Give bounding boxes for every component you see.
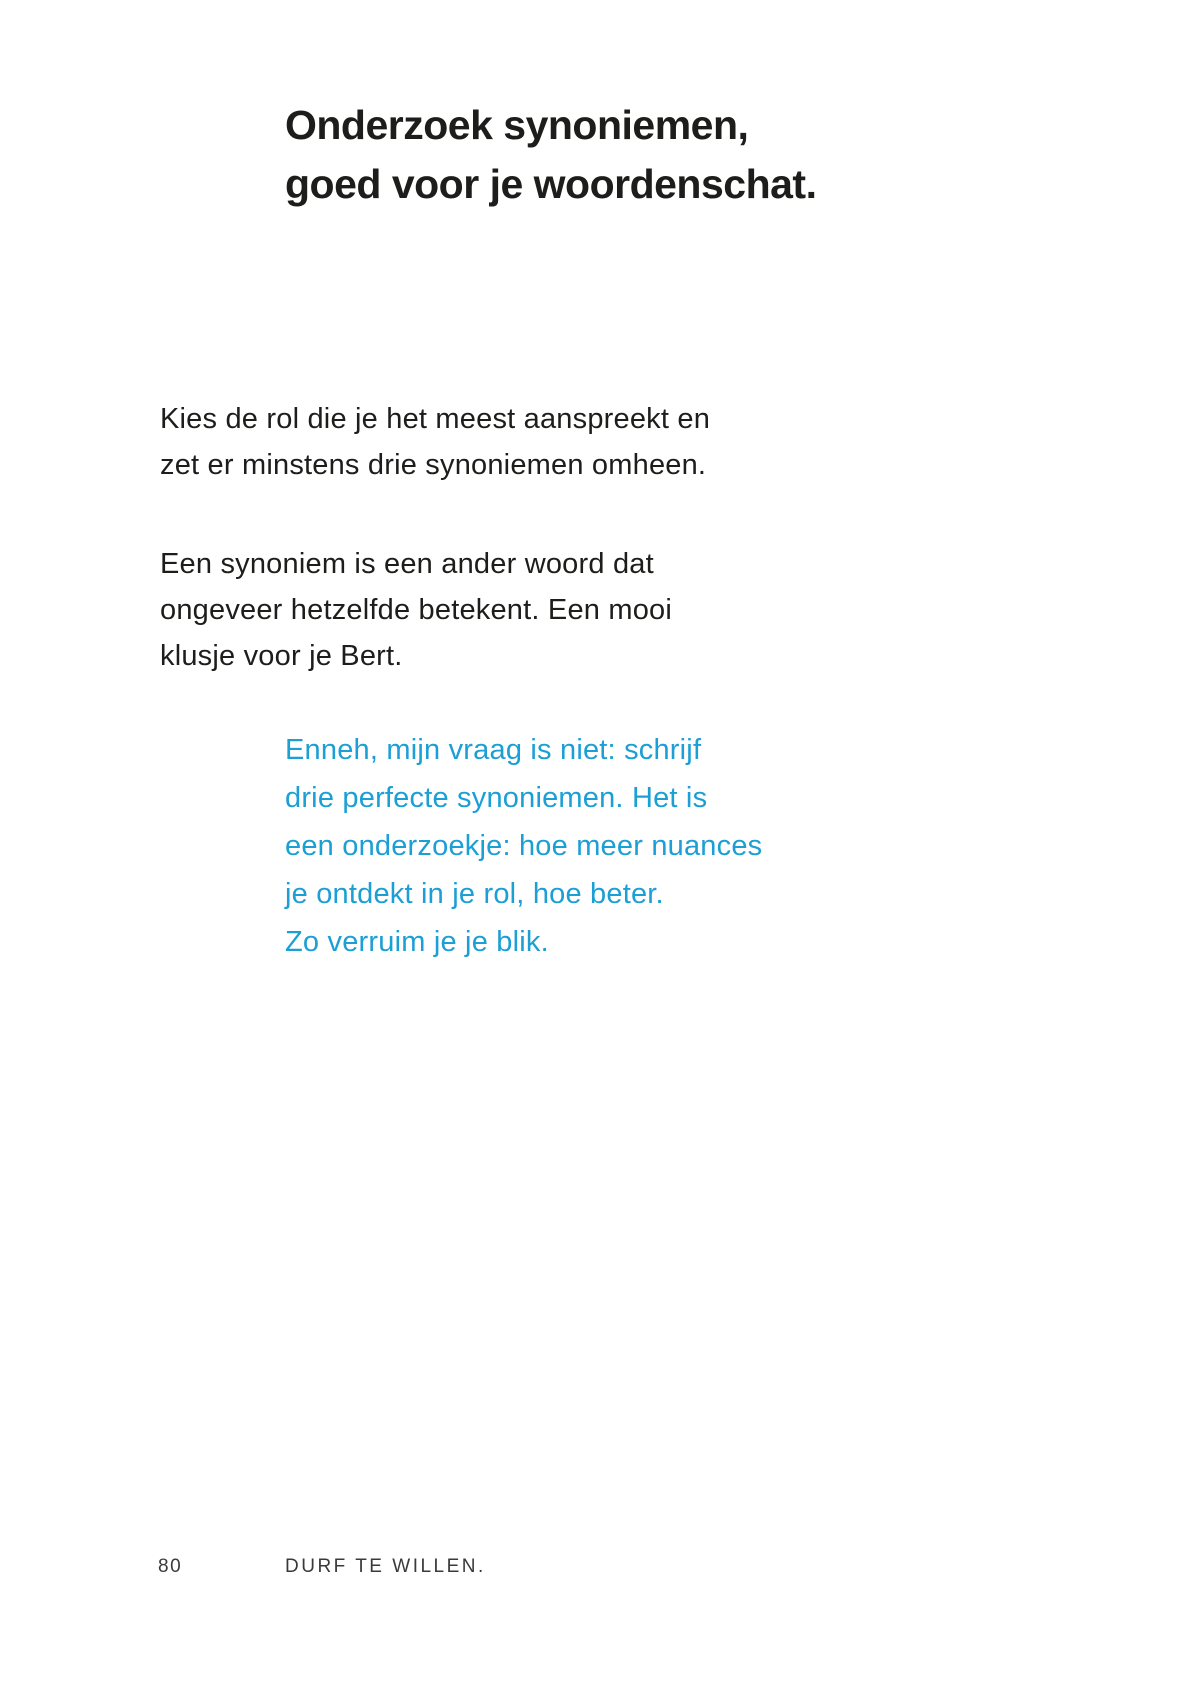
page-title [285, 96, 816, 214]
page-title-line-1: Onderzoek synoniemen, [285, 102, 749, 148]
body-paragraph-1-line-2: zet er minstens drie synoniemen omheen. [160, 449, 707, 481]
page-title-line-2: goed voor je woordenschat. [285, 161, 817, 207]
callout-quote-line-5: Zo verruim je je blik. [285, 926, 549, 958]
body-paragraph-2 [160, 541, 672, 679]
body-paragraph-2-line-1: Een synoniem is een ander woord dat [160, 548, 654, 580]
body-paragraph-1 [160, 396, 710, 488]
callout-quote-line-3: een onderzoekje: hoe meer nuances [285, 830, 763, 862]
callout-quote-line-4: je ontdekt in je rol, hoe beter. [285, 878, 664, 910]
callout-quote-line-2: drie perfecte synoniemen. Het is [285, 782, 708, 814]
body-paragraph-2-line-3: klusje voor je Bert. [160, 640, 403, 672]
body-paragraph-1-line-1: Kies de rol die je het meest aanspreekt en [160, 403, 711, 435]
book-title: DURF TE WILLEN. [285, 1556, 486, 1577]
callout-quote-line-1: Enneh, mijn vraag is niet: schrijf [285, 734, 702, 766]
page-footer [0, 1556, 1190, 1596]
page-number: 80 [158, 1556, 183, 1577]
body-paragraph-2-line-2: ongeveer hetzelfde betekent. Een mooi [160, 594, 673, 626]
callout-quote [285, 726, 762, 966]
